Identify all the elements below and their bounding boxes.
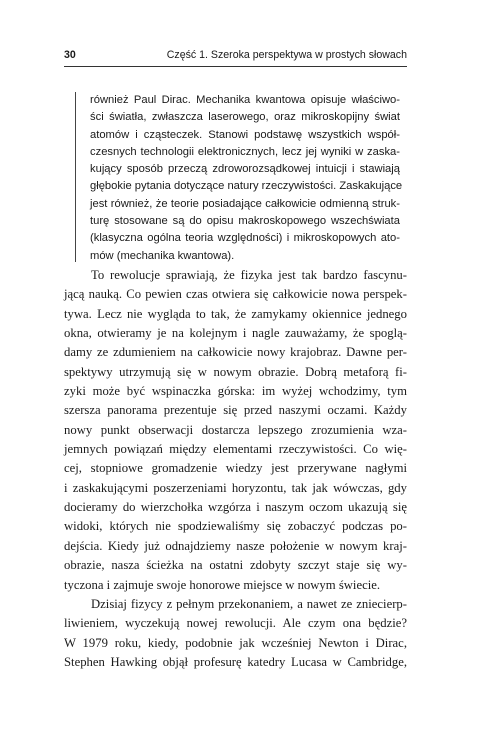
text-line: tywa. Lecz nie wygląda to tak, że zamykamy okiennice jednego — [64, 306, 407, 321]
text-line: (klasyczna ogólna teoria względności) i mikroskopowych ato- — [90, 232, 400, 245]
text-line: damy ze zdumieniem na całkowicie nowy krajobraz. Dawne per- — [64, 345, 407, 360]
text-line: Stephen Hawking objął profesurę katedry Lucasa w Cambridge, — [64, 654, 407, 669]
body-text — [64, 266, 407, 672]
text-line: głębokie pytania dotyczące natury rzeczywistości. Zaskakujące — [90, 180, 403, 193]
text-line: również Paul Dirac. Mechanika kwantowa opisuje właściwo- — [90, 94, 400, 106]
text-line: Dzisiaj fizycy z pełnym przekonaniem, a nawet ze zniecierp- — [91, 596, 407, 611]
text-line: nowy punkt obserwacji dostarcza lepszego zrozumienia wza- — [64, 422, 407, 437]
text-line: kujący sposób przeczą zdroworozsądkowej intuicji i stawiają — [90, 163, 400, 176]
text-line: docieramy do wierzchołka wzgórza i naszym oczom ukazują się — [64, 500, 407, 515]
text-line: mów (mechanika kwantowa). — [90, 249, 235, 262]
text-line: czesnych technologii elektronicznych, lecz jej wyniki w zaska- — [90, 145, 400, 158]
text-line: To rewolucje sprawiają, że fizyka jest tak bardzo fascynu- — [91, 268, 407, 282]
text-line: jest również, że teorie posiadające całkowicie odmienną struk- — [90, 197, 400, 210]
text-line: spektywy utrzymują się w nowym obrazie. Dobrą metaforą fi- — [64, 364, 407, 379]
running-head: Część 1. Szeroka perspektywa w prostych słowach — [166, 49, 407, 61]
text-line: liwieniem, wyczekują nowej rewolucji. Ale czym ona będzie? — [64, 616, 407, 631]
text-line: jemnych powiązań między elementami rzeczywistości. Co wię- — [64, 442, 407, 457]
text-line: zyki może być wspinaczka górska: im wyżej wchodzimy, tym — [64, 384, 407, 399]
sidebar-box — [90, 92, 403, 265]
text-line: ści światła, zwłaszcza laserowego, oraz mikroskopijny świat — [90, 111, 400, 124]
text-line: cej, stopniowe gromadzenie wiedzy jest przerywane nagłymi — [64, 461, 407, 476]
paragraph-1 — [64, 266, 407, 595]
text-line: atomów i cząsteczek. Stanowi podstawę wszystkich współ- — [90, 128, 400, 141]
page-number: 30 — [64, 49, 76, 61]
text-line: i zaskakującymi poszerzeniami horyzontu, tak jak wówczas, gdy — [64, 480, 407, 495]
text-line: dejścia. Kiedy już odnajdziemy nasze położenie w nowym kraj- — [64, 538, 407, 553]
text-line: W 1979 roku, kiedy, podobnie jak wcześniej Newton i Dirac, — [64, 635, 407, 650]
text-line: jącą nauką. Co pewien czas otwiera się całkowicie nowa perspek- — [64, 287, 407, 302]
text-line: turę stosowane są do opisu makroskopowego wszechświata — [90, 215, 400, 228]
text-line: obrazie, nasza ścieżka na ostatni zdobyty szczyt staje się wy- — [64, 558, 407, 573]
text-line: tyczona i zajmuje swoje honorowe miejsce w nowym świecie. — [64, 577, 381, 592]
text-line: szersza panorama prezentuje się przed naszymi oczami. Każdy — [64, 403, 407, 418]
text-line: okna, otwieramy je na kolejnym i nagle zauważamy, że spoglą- — [64, 326, 407, 341]
header-rule — [64, 66, 407, 67]
paragraph-2 — [64, 595, 407, 672]
sidebar-box-rule — [75, 92, 76, 262]
text-line: widoki, których nie spodziewaliśmy się zobaczyć podczas po- — [64, 519, 407, 534]
page-header — [64, 49, 407, 63]
